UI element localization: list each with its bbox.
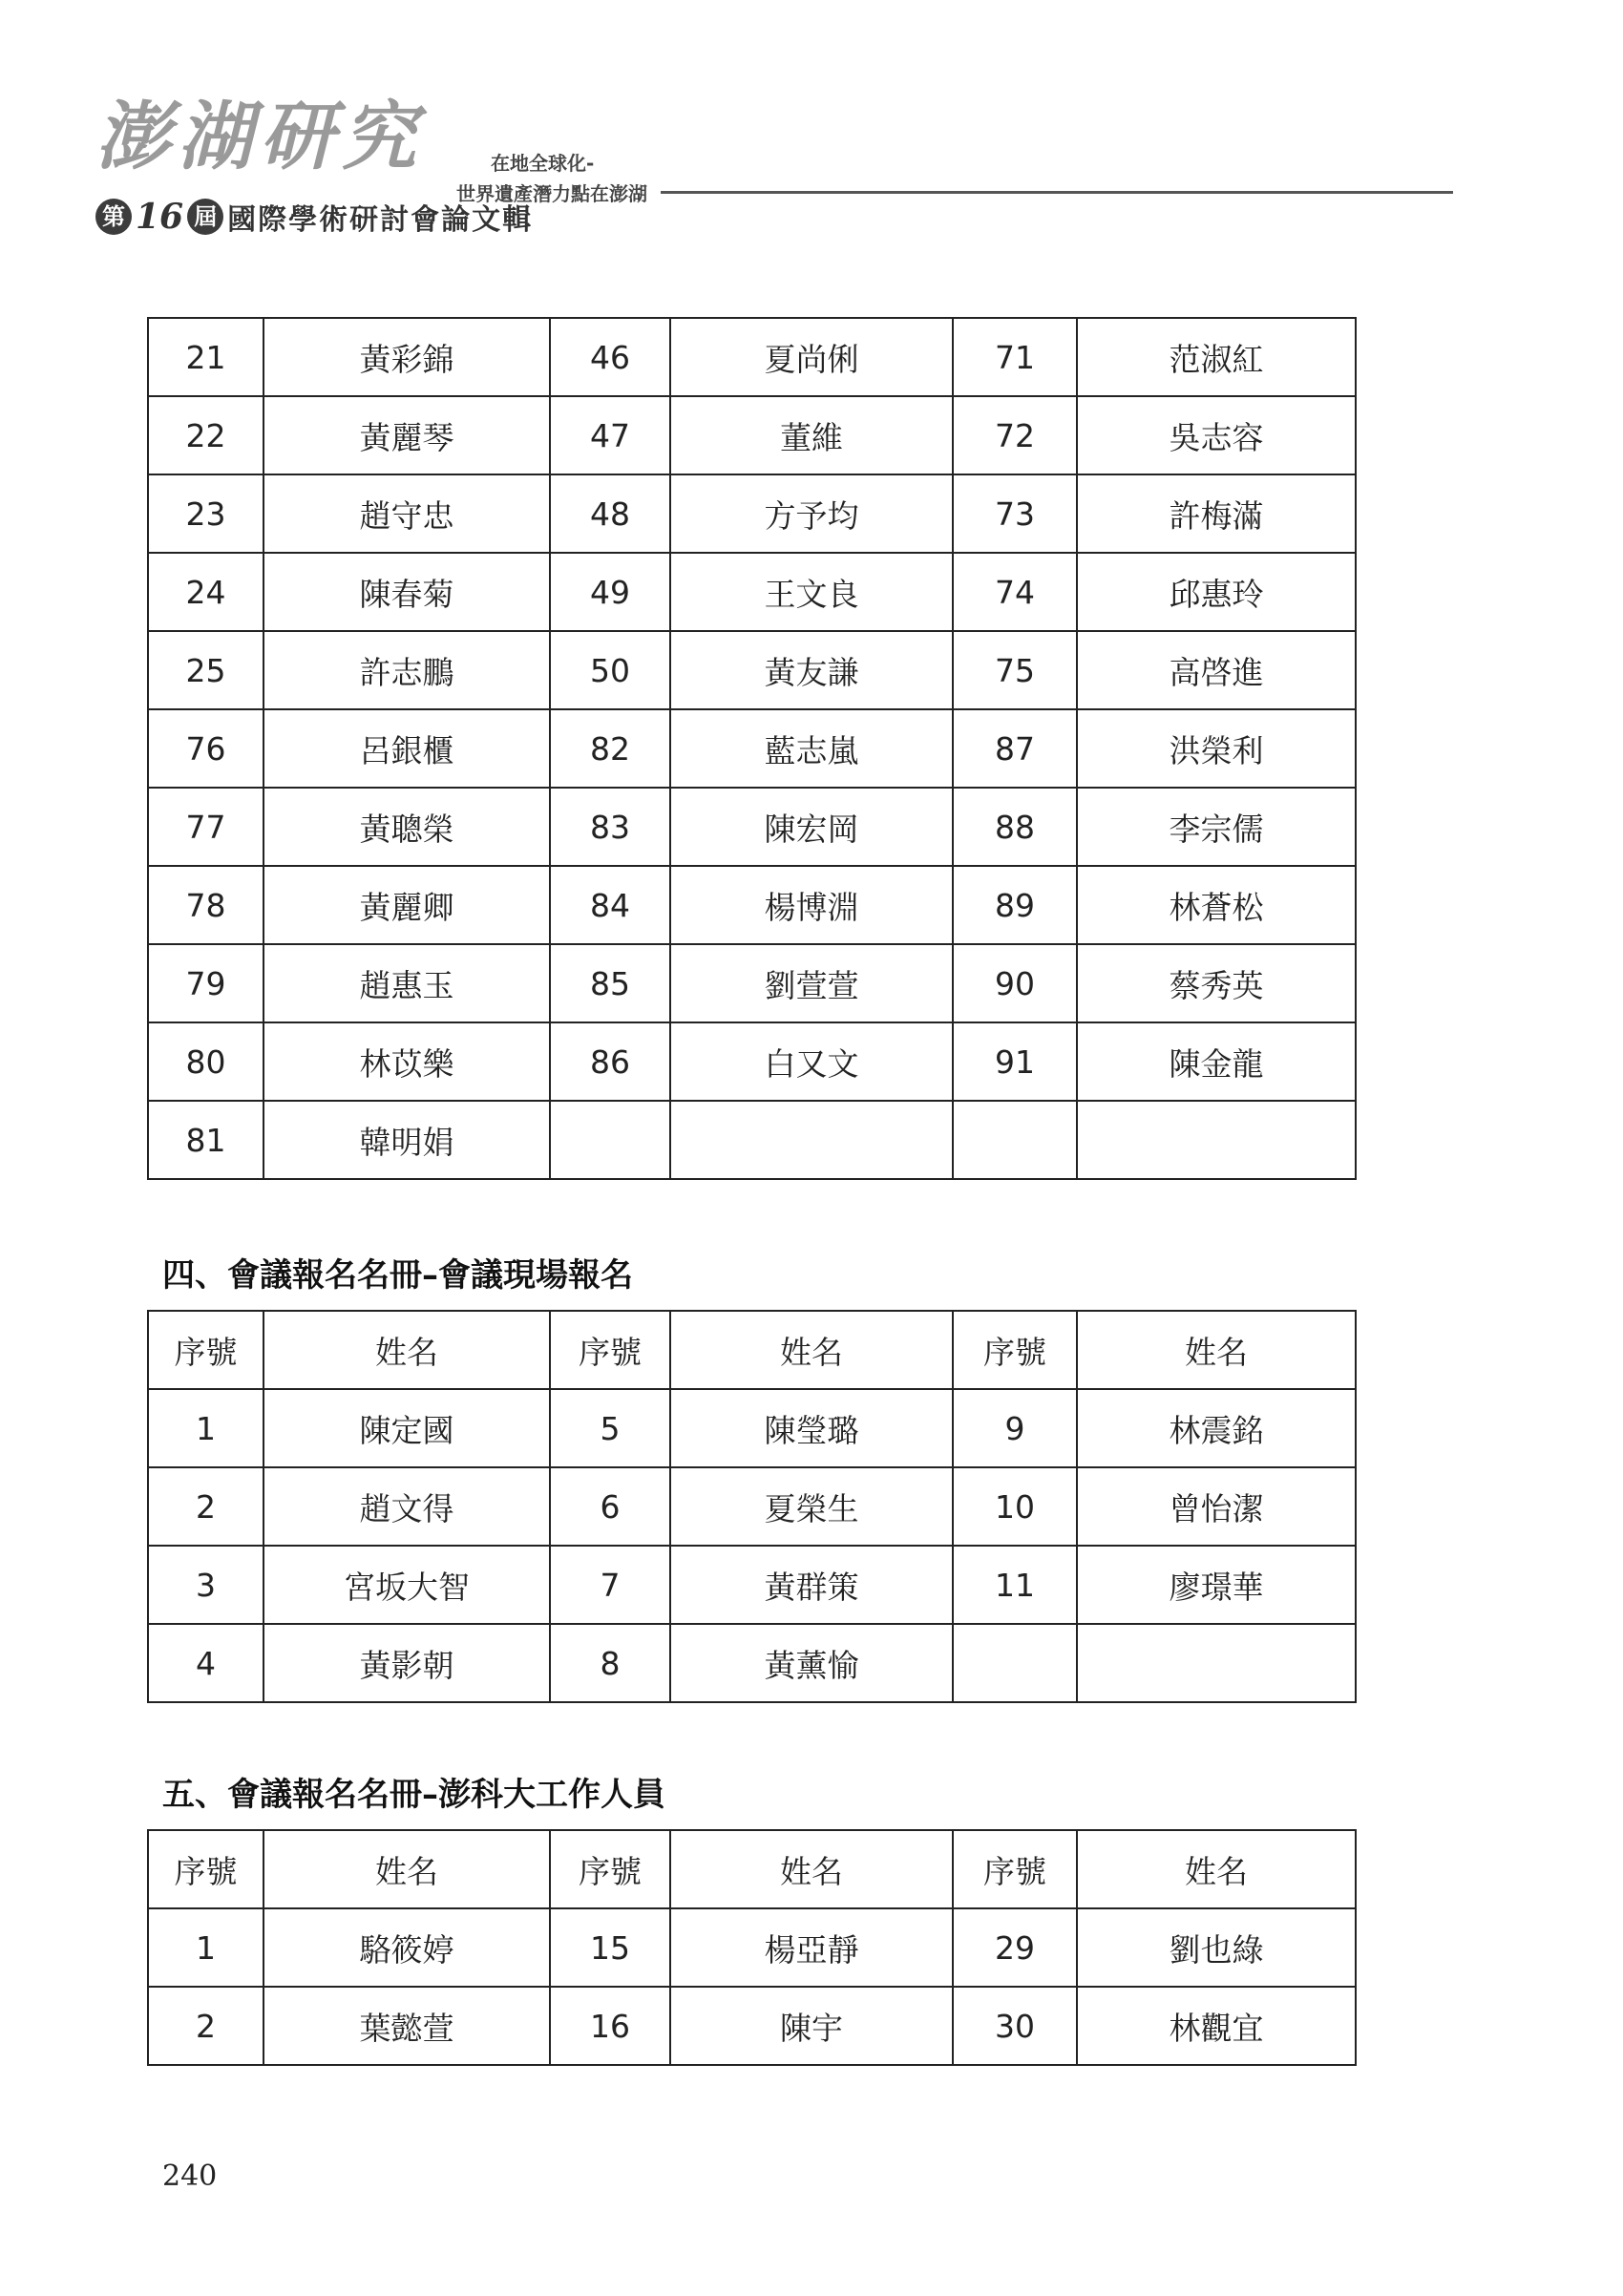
table-row — [148, 396, 1356, 474]
roster-table-body — [148, 318, 1356, 1179]
serial-number-cell: 29 — [953, 1908, 1077, 1987]
serial-number-cell: 2 — [148, 1987, 263, 2065]
serial-number-cell: 85 — [550, 944, 670, 1022]
edition-number: 16 — [136, 197, 184, 237]
serial-number-cell: 3 — [148, 1546, 263, 1624]
name-cell: 林觀宜 — [1077, 1987, 1356, 2065]
table-header-cell: 姓名 — [670, 1311, 953, 1389]
serial-number-cell: 73 — [953, 474, 1077, 553]
serial-number-cell: 9 — [953, 1389, 1077, 1467]
serial-number-cell: 80 — [148, 1022, 263, 1101]
name-cell: 許志鵬 — [263, 631, 550, 709]
table-row — [148, 318, 1356, 396]
name-cell: 吳志容 — [1077, 396, 1356, 474]
table-row — [148, 553, 1356, 631]
serial-number-cell: 15 — [550, 1908, 670, 1987]
serial-number-cell: 91 — [953, 1022, 1077, 1101]
table-row — [148, 709, 1356, 788]
edition-name: 國際學術研討會論文輯 — [227, 203, 534, 237]
table-header-cell: 姓名 — [263, 1311, 550, 1389]
subtitle-line-2: 世界遺產潛力點在澎湖 — [456, 182, 647, 205]
table-header-cell: 序號 — [148, 1830, 263, 1908]
name-cell: 韓明娟 — [263, 1101, 550, 1179]
name-cell: 邱惠玲 — [1077, 553, 1356, 631]
serial-number-cell: 89 — [953, 866, 1077, 944]
table-row — [148, 1624, 1356, 1702]
serial-number-cell: 46 — [550, 318, 670, 396]
serial-number-cell: 76 — [148, 709, 263, 788]
name-cell: 蔡秀英 — [1077, 944, 1356, 1022]
table-header-cell: 序號 — [953, 1311, 1077, 1389]
name-cell: 黃彩錦 — [263, 318, 550, 396]
name-cell — [1077, 1624, 1356, 1702]
name-cell: 黃友謙 — [670, 631, 953, 709]
name-cell: 呂銀櫃 — [263, 709, 550, 788]
journal-title: 澎湖研究 — [95, 94, 425, 180]
header-divider — [661, 191, 1453, 194]
serial-number-cell: 82 — [550, 709, 670, 788]
table-header-cell: 姓名 — [670, 1830, 953, 1908]
edition-suffix: 屆 — [187, 199, 223, 235]
table-row — [148, 944, 1356, 1022]
name-cell: 藍志嵐 — [670, 709, 953, 788]
staff-table-body — [148, 1830, 1356, 2065]
name-cell: 陳春菊 — [263, 553, 550, 631]
table-header-cell: 姓名 — [1077, 1830, 1356, 1908]
name-cell: 楊亞靜 — [670, 1908, 953, 1987]
name-cell: 宮坂大智 — [263, 1546, 550, 1624]
serial-number-cell: 50 — [550, 631, 670, 709]
name-cell: 劉萱萱 — [670, 944, 953, 1022]
serial-number-cell: 10 — [953, 1467, 1077, 1546]
serial-number-cell: 23 — [148, 474, 263, 553]
table-header-cell: 序號 — [550, 1311, 670, 1389]
name-cell: 廖璟華 — [1077, 1546, 1356, 1624]
name-cell: 黃群策 — [670, 1546, 953, 1624]
serial-number-cell: 8 — [550, 1624, 670, 1702]
serial-number-cell: 1 — [148, 1389, 263, 1467]
serial-number-cell: 72 — [953, 396, 1077, 474]
name-cell: 高啓進 — [1077, 631, 1356, 709]
table-row — [148, 474, 1356, 553]
serial-number-cell: 75 — [953, 631, 1077, 709]
table-header-row — [148, 1830, 1356, 1908]
name-cell: 黃薰愉 — [670, 1624, 953, 1702]
name-cell: 白又文 — [670, 1022, 953, 1101]
name-cell: 王文良 — [670, 553, 953, 631]
name-cell: 陳金龍 — [1077, 1022, 1356, 1101]
name-cell: 方予均 — [670, 474, 953, 553]
serial-number-cell — [953, 1624, 1077, 1702]
table-row — [148, 1908, 1356, 1987]
serial-number-cell: 30 — [953, 1987, 1077, 2065]
serial-number-cell: 4 — [148, 1624, 263, 1702]
table-header-cell: 序號 — [550, 1830, 670, 1908]
serial-number-cell: 1 — [148, 1908, 263, 1987]
serial-number-cell: 49 — [550, 553, 670, 631]
name-cell: 夏尚俐 — [670, 318, 953, 396]
table-row — [148, 631, 1356, 709]
name-cell: 許梅滿 — [1077, 474, 1356, 553]
roster-table-continued — [147, 317, 1357, 1180]
serial-number-cell: 7 — [550, 1546, 670, 1624]
table-header-row — [148, 1311, 1356, 1389]
name-cell: 林震銘 — [1077, 1389, 1356, 1467]
name-cell: 林蒼松 — [1077, 866, 1356, 944]
name-cell: 夏榮生 — [670, 1467, 953, 1546]
serial-number-cell: 25 — [148, 631, 263, 709]
name-cell: 趙守忠 — [263, 474, 550, 553]
staff-table — [147, 1829, 1357, 2066]
serial-number-cell: 86 — [550, 1022, 670, 1101]
section-5-heading: 五、會議報名名冊–澎科大工作人員 — [162, 1776, 665, 1814]
header-subtitle — [456, 148, 647, 209]
name-cell: 黃影朝 — [263, 1624, 550, 1702]
serial-number-cell: 78 — [148, 866, 263, 944]
name-cell: 葉懿萱 — [263, 1987, 550, 2065]
table-row — [148, 1467, 1356, 1546]
table-header-cell: 姓名 — [1077, 1311, 1356, 1389]
serial-number-cell: 81 — [148, 1101, 263, 1179]
serial-number-cell: 24 — [148, 553, 263, 631]
serial-number-cell: 21 — [148, 318, 263, 396]
serial-number-cell: 48 — [550, 474, 670, 553]
name-cell: 黃聰榮 — [263, 788, 550, 866]
name-cell: 陳定國 — [263, 1389, 550, 1467]
serial-number-cell: 83 — [550, 788, 670, 866]
name-cell: 曾怡潔 — [1077, 1467, 1356, 1546]
name-cell: 李宗儒 — [1077, 788, 1356, 866]
onsite-registration-table — [147, 1310, 1357, 1703]
table-row — [148, 1987, 1356, 2065]
name-cell: 趙惠玉 — [263, 944, 550, 1022]
name-cell: 黃麗卿 — [263, 866, 550, 944]
subtitle-line-1: 在地全球化- — [491, 152, 595, 175]
serial-number-cell: 84 — [550, 866, 670, 944]
table-row — [148, 788, 1356, 866]
page-header — [95, 94, 1461, 243]
table-header-cell: 序號 — [148, 1311, 263, 1389]
table-header-cell: 姓名 — [263, 1830, 550, 1908]
serial-number-cell: 2 — [148, 1467, 263, 1546]
name-cell — [670, 1101, 953, 1179]
edition-prefix: 第 — [95, 199, 132, 235]
name-cell: 劉也綠 — [1077, 1908, 1356, 1987]
serial-number-cell: 87 — [953, 709, 1077, 788]
table-row — [148, 1101, 1356, 1179]
serial-number-cell — [953, 1101, 1077, 1179]
serial-number-cell: 77 — [148, 788, 263, 866]
name-cell: 陳瑩璐 — [670, 1389, 953, 1467]
name-cell: 洪榮利 — [1077, 709, 1356, 788]
name-cell: 陳宇 — [670, 1987, 953, 2065]
table-row — [148, 1022, 1356, 1101]
name-cell: 楊博淵 — [670, 866, 953, 944]
table-row — [148, 866, 1356, 944]
section-4-heading: 四、會議報名名冊–會議現場報名 — [162, 1256, 633, 1295]
serial-number-cell: 90 — [953, 944, 1077, 1022]
name-cell — [1077, 1101, 1356, 1179]
page-number: 240 — [162, 2159, 218, 2193]
serial-number-cell: 11 — [953, 1546, 1077, 1624]
name-cell: 黃麗琴 — [263, 396, 550, 474]
serial-number-cell: 71 — [953, 318, 1077, 396]
table-header-cell: 序號 — [953, 1830, 1077, 1908]
name-cell: 林苡樂 — [263, 1022, 550, 1101]
serial-number-cell: 79 — [148, 944, 263, 1022]
name-cell: 范淑紅 — [1077, 318, 1356, 396]
serial-number-cell: 16 — [550, 1987, 670, 2065]
serial-number-cell: 88 — [953, 788, 1077, 866]
name-cell: 董維 — [670, 396, 953, 474]
serial-number-cell: 5 — [550, 1389, 670, 1467]
table-row — [148, 1389, 1356, 1467]
onsite-registration-body — [148, 1311, 1356, 1702]
serial-number-cell: 22 — [148, 396, 263, 474]
serial-number-cell: 47 — [550, 396, 670, 474]
serial-number-cell — [550, 1101, 670, 1179]
table-row — [148, 1546, 1356, 1624]
serial-number-cell: 6 — [550, 1467, 670, 1546]
name-cell: 陳宏岡 — [670, 788, 953, 866]
name-cell: 趙文得 — [263, 1467, 550, 1546]
serial-number-cell: 74 — [953, 553, 1077, 631]
name-cell: 駱筱婷 — [263, 1908, 550, 1987]
